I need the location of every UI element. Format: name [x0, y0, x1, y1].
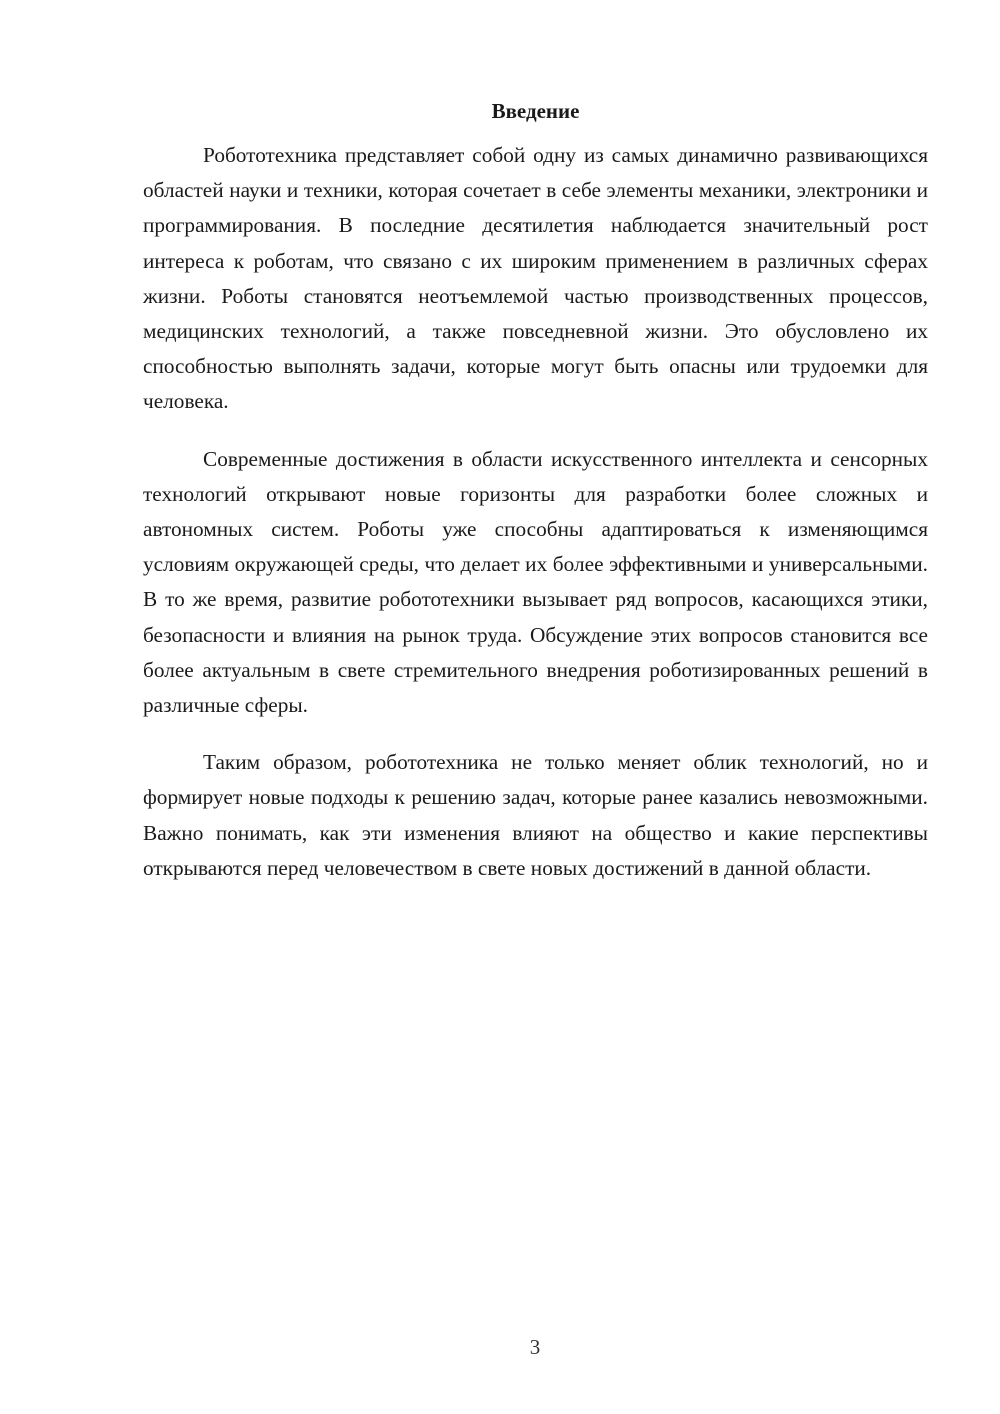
document-page — [143, 96, 928, 886]
paragraph-1: Робототехника представляет собой одну из самых динамично развивающихся областей науки и техники, которая сочетает в себе элементы механики, электроники и программирования. В последние десятилетия наблюдается значительный рост интереса к роботам, что связано с их широким применением в различных сферах жизни. Роботы становятся неотъемлемой частью производственных процессов, медицинских технологий, а также повседневной жизни. Это обусловлено их способностью выполнять задачи, которые могут быть опасны или трудоемки для человека. — [143, 143, 928, 414]
section-heading: Введение — [491, 99, 580, 123]
page-number: 3 — [529, 1335, 541, 1359]
paragraph-2: Современные достижения в области искусственного интеллекта и сенсорных технологий открывают новые горизонты для разработки более сложных и автономных систем. Роботы уже способны адаптироваться к изменяющимся условиям окружающей среды, что делает их более эффективными и универсальными. В то же время, развитие робототехники вызывает ряд вопросов, касающихся этики, безопасности и влияния на рынок труда. Обсуждение этих вопросов становится все более актуальным в свете стремительного внедрения роботизированных решений в различные сферы. — [143, 446, 928, 718]
paragraph-3: Таким образом, робототехника не только меняет облик технологий, но и формирует новые подходы к решению задач, которые ранее казались невозможными. Важно понимать, как эти изменения влияют на общество и какие перспективы открываются перед человечеством в свете новых достижений в данной области. — [143, 750, 928, 880]
